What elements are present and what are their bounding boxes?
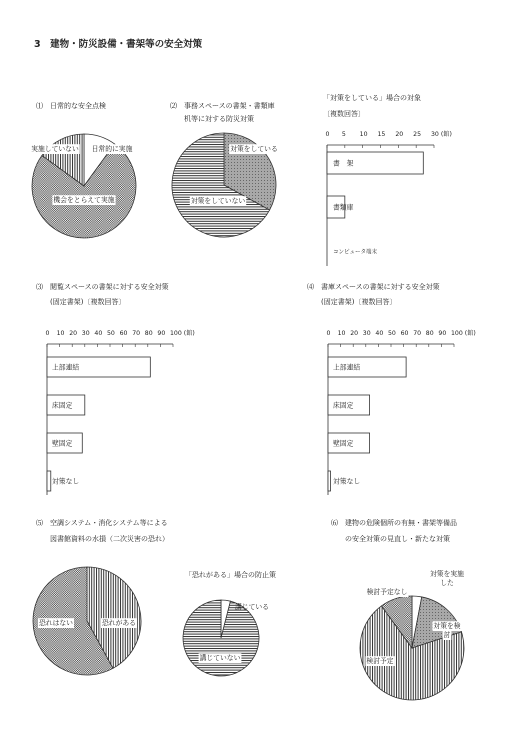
chart-water-damage-risk — [33, 518, 169, 675]
tick-label-70: 70 — [132, 330, 141, 337]
bar-4 — [47, 471, 51, 491]
page-title: 3 建物・防災設備・書架等の安全対策 — [34, 39, 203, 50]
tick-label-20: 20 — [350, 330, 359, 337]
bar-label-3: 壁固定 — [333, 439, 354, 448]
bar-label-2: 書類庫 — [333, 203, 354, 212]
tick-label-15: 15 — [377, 131, 386, 138]
chart-daily-safety-check — [30, 101, 136, 238]
c1-title-line-0: ⑴ 日常的な安全点検 — [36, 102, 106, 110]
bar-label-1: 書 架 — [333, 159, 354, 168]
tick-label-0: 0 — [325, 131, 330, 138]
chart-office-disaster-measures — [170, 101, 279, 237]
tick-label-5: 5 — [341, 131, 346, 138]
pie-label-3: 実施していない — [31, 145, 79, 153]
tick-label-50: 50 — [107, 330, 115, 337]
pie-label-2: 恐れはない — [39, 619, 73, 627]
tick-label-100: 100 (館) — [170, 330, 195, 337]
bar-4 — [328, 471, 331, 491]
tick-label-70: 70 — [413, 330, 422, 337]
pie-label-1-1: した — [440, 579, 454, 587]
pie-label-1: 対策をしている — [230, 145, 278, 153]
tick-label-40: 40 — [375, 330, 384, 337]
pie-label-2: 機会をとらえて実施 — [53, 196, 115, 204]
c3-title-line-1: 〔複数回答〕 — [323, 110, 365, 118]
pie-label-2: 講じていない — [199, 654, 241, 662]
pie-label-1: 恐れがある — [102, 619, 136, 627]
tick-label-40: 40 — [94, 330, 103, 337]
pie-slice-2 — [183, 600, 259, 676]
bar-label-3: 壁固定 — [52, 439, 73, 448]
bar-label-4: 対策なし — [333, 477, 361, 486]
chart-building-review — [331, 518, 465, 700]
tick-label-30: 30 — [362, 330, 371, 337]
c7-title-line-0: 「恐れがある」場合の防止策 — [185, 571, 276, 579]
pie-label-1-0: 対策を実施 — [430, 570, 464, 578]
bar-label-2: 床固定 — [52, 401, 73, 410]
pie-label-2: 対策をしていない — [190, 197, 246, 205]
c3-title-line-0: 「対策をしている」場合の対象 — [323, 94, 421, 102]
tick-label-50: 50 — [388, 330, 396, 337]
pie-label-3: 検討予定 — [366, 657, 394, 665]
tick-label-20: 20 — [395, 131, 404, 138]
bar-label-3: コンピュータ端末 — [333, 249, 378, 256]
c6-title-line-1: 図書館資料の水損（二次災害の恐れ） — [50, 535, 169, 543]
pie-label-1: 日常的に実施 — [91, 145, 133, 153]
tick-label-30: 30 — [81, 330, 90, 337]
chart-prevention-measures — [183, 570, 276, 676]
tick-label-10: 10 — [56, 330, 65, 337]
bar-label-4: 対策なし — [52, 477, 80, 486]
c2-title-line-1: 机等に対する防災対策 — [184, 115, 254, 123]
bar-label-1: 上部連結 — [333, 363, 361, 372]
chart-stack-space-shelves — [307, 282, 476, 495]
c4-title-line-1: (固定書架)〔複数回答〕 — [50, 298, 126, 306]
bar-label-1: 上部連結 — [52, 363, 80, 372]
tick-label-20: 20 — [69, 330, 78, 337]
bar-label-2: 床固定 — [333, 401, 354, 410]
tick-label-80: 80 — [425, 330, 434, 337]
pie-label-2-1: 討 — [443, 631, 451, 639]
tick-label-10: 10 — [359, 131, 368, 138]
tick-label-60: 60 — [119, 330, 128, 337]
tick-label-90: 90 — [157, 330, 166, 337]
c4-title-line-0: ⑶ 閲覧スペースの書架に対する安全対策 — [36, 283, 169, 291]
tick-label-0: 0 — [326, 330, 331, 337]
pie-label-4: 検討予定なし — [366, 588, 408, 596]
pie-label-2-0: 対策を検 — [433, 622, 461, 630]
c5-title-line-0: ⑷ 書庫スペースの書架に対する安全対策 — [307, 283, 440, 291]
c5-title-line-1: (固定書架)〔複数回答〕 — [321, 298, 397, 306]
pie-label-1: 講じている — [235, 603, 269, 611]
c2-title-line-0: ⑵ 事務スペースの書架・書類庫 — [170, 102, 275, 110]
tick-label-60: 60 — [400, 330, 409, 337]
tick-label-25: 25 — [413, 131, 422, 138]
tick-label-30: 30 (館) — [431, 131, 452, 138]
c6-title-line-0: ⑸ 空調システム・消化システム等による — [36, 519, 168, 527]
c8-title-line-1: の安全対策の見直し・新たな対策 — [345, 535, 450, 543]
tick-label-100: 100 (館) — [451, 330, 476, 337]
chart-measure-targets — [323, 93, 452, 266]
chart-reading-space-shelves — [36, 282, 195, 495]
tick-label-0: 0 — [45, 330, 50, 337]
tick-label-90: 90 — [438, 330, 447, 337]
tick-label-80: 80 — [144, 330, 153, 337]
tick-label-10: 10 — [337, 330, 346, 337]
c8-title-line-0: ⑹ 建物の危険個所の有無・書架等備品 — [331, 519, 457, 527]
